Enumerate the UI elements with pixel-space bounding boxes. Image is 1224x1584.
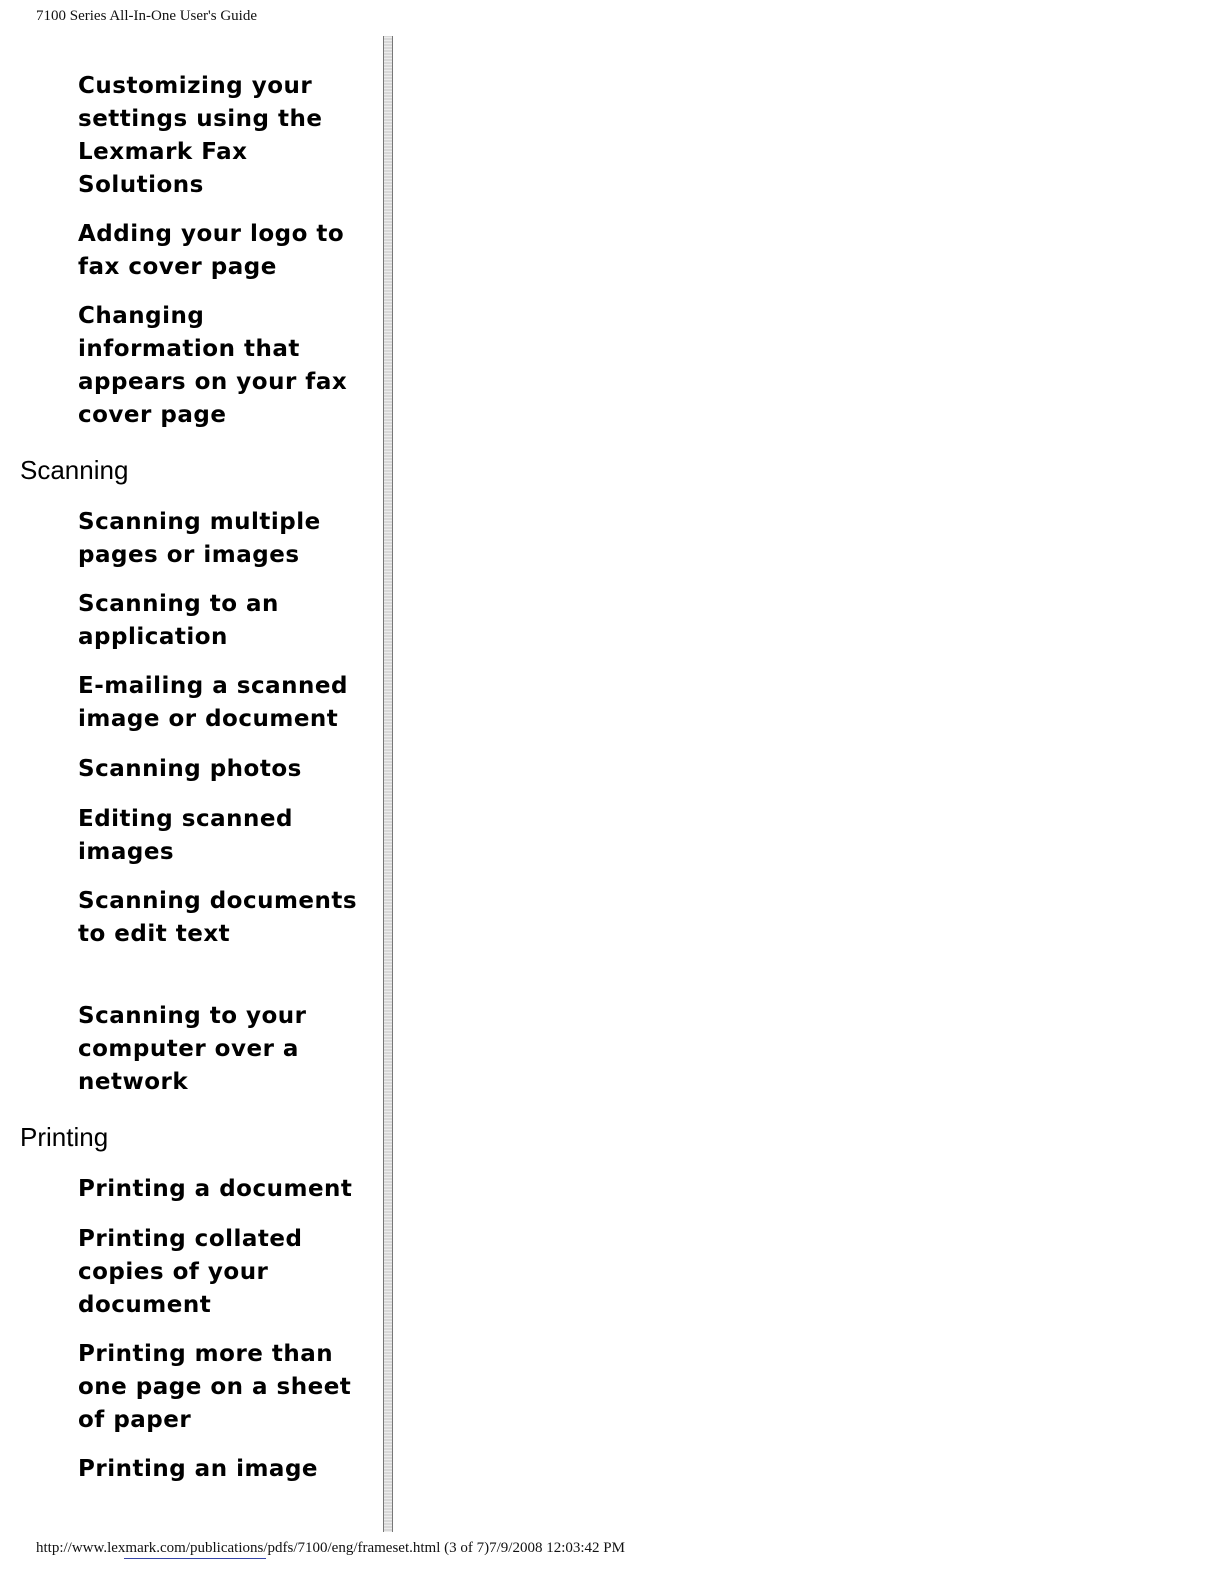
toc-link-scanning-over-network[interactable]: Scanning to your computer over a network xyxy=(78,1003,307,1095)
toc-navigation-frame xyxy=(0,40,382,1530)
toc-link-printing-image[interactable]: Printing an image xyxy=(78,1456,319,1482)
toc-link-printing-collated-copies[interactable]: Printing collated copies of your document xyxy=(78,1226,303,1318)
toc-link-adding-logo[interactable]: Adding your logo to fax cover page xyxy=(78,221,345,280)
toc-link-scanning-to-application[interactable]: Scanning to an application xyxy=(78,591,279,650)
toc-section-printing[interactable]: Printing xyxy=(20,1122,109,1152)
toc-link-scanning-to-edit-text[interactable]: Scanning documents to edit text xyxy=(78,888,358,947)
toc-section-scanning[interactable]: Scanning xyxy=(20,455,129,485)
toc-link-emailing-scanned-image[interactable]: E-mailing a scanned image or document xyxy=(78,673,348,732)
toc-link-changing-cover-info[interactable]: Changing information that appears on your fax cover page xyxy=(78,303,348,428)
toc-link-printing-multiple-pages-per-sheet[interactable]: Printing more than one page on a sheet of paper xyxy=(78,1341,352,1433)
toc-link-printing-document[interactable]: Printing a document xyxy=(78,1176,353,1202)
frame-divider[interactable] xyxy=(383,36,393,1532)
page-header-title: 7100 Series All-In-One User's Guide xyxy=(36,8,257,24)
toc-link-editing-scanned-images[interactable]: Editing scanned images xyxy=(78,806,293,865)
toc-link-scanning-multiple-pages[interactable]: Scanning multiple pages or images xyxy=(78,509,321,568)
toc-link-scanning-photos[interactable]: Scanning photos xyxy=(78,756,302,782)
page-footer-url: http://www.lexmark.com/publications/pdfs/7100/eng/frameset.html (3 of 7)7/9/2008 12:03:42 PM xyxy=(36,1540,625,1556)
toc-link-customizing-fax-settings[interactable]: Customizing your settings using the Lexmark Fax Solutions xyxy=(78,73,323,198)
footer-link-underline xyxy=(124,1558,266,1559)
